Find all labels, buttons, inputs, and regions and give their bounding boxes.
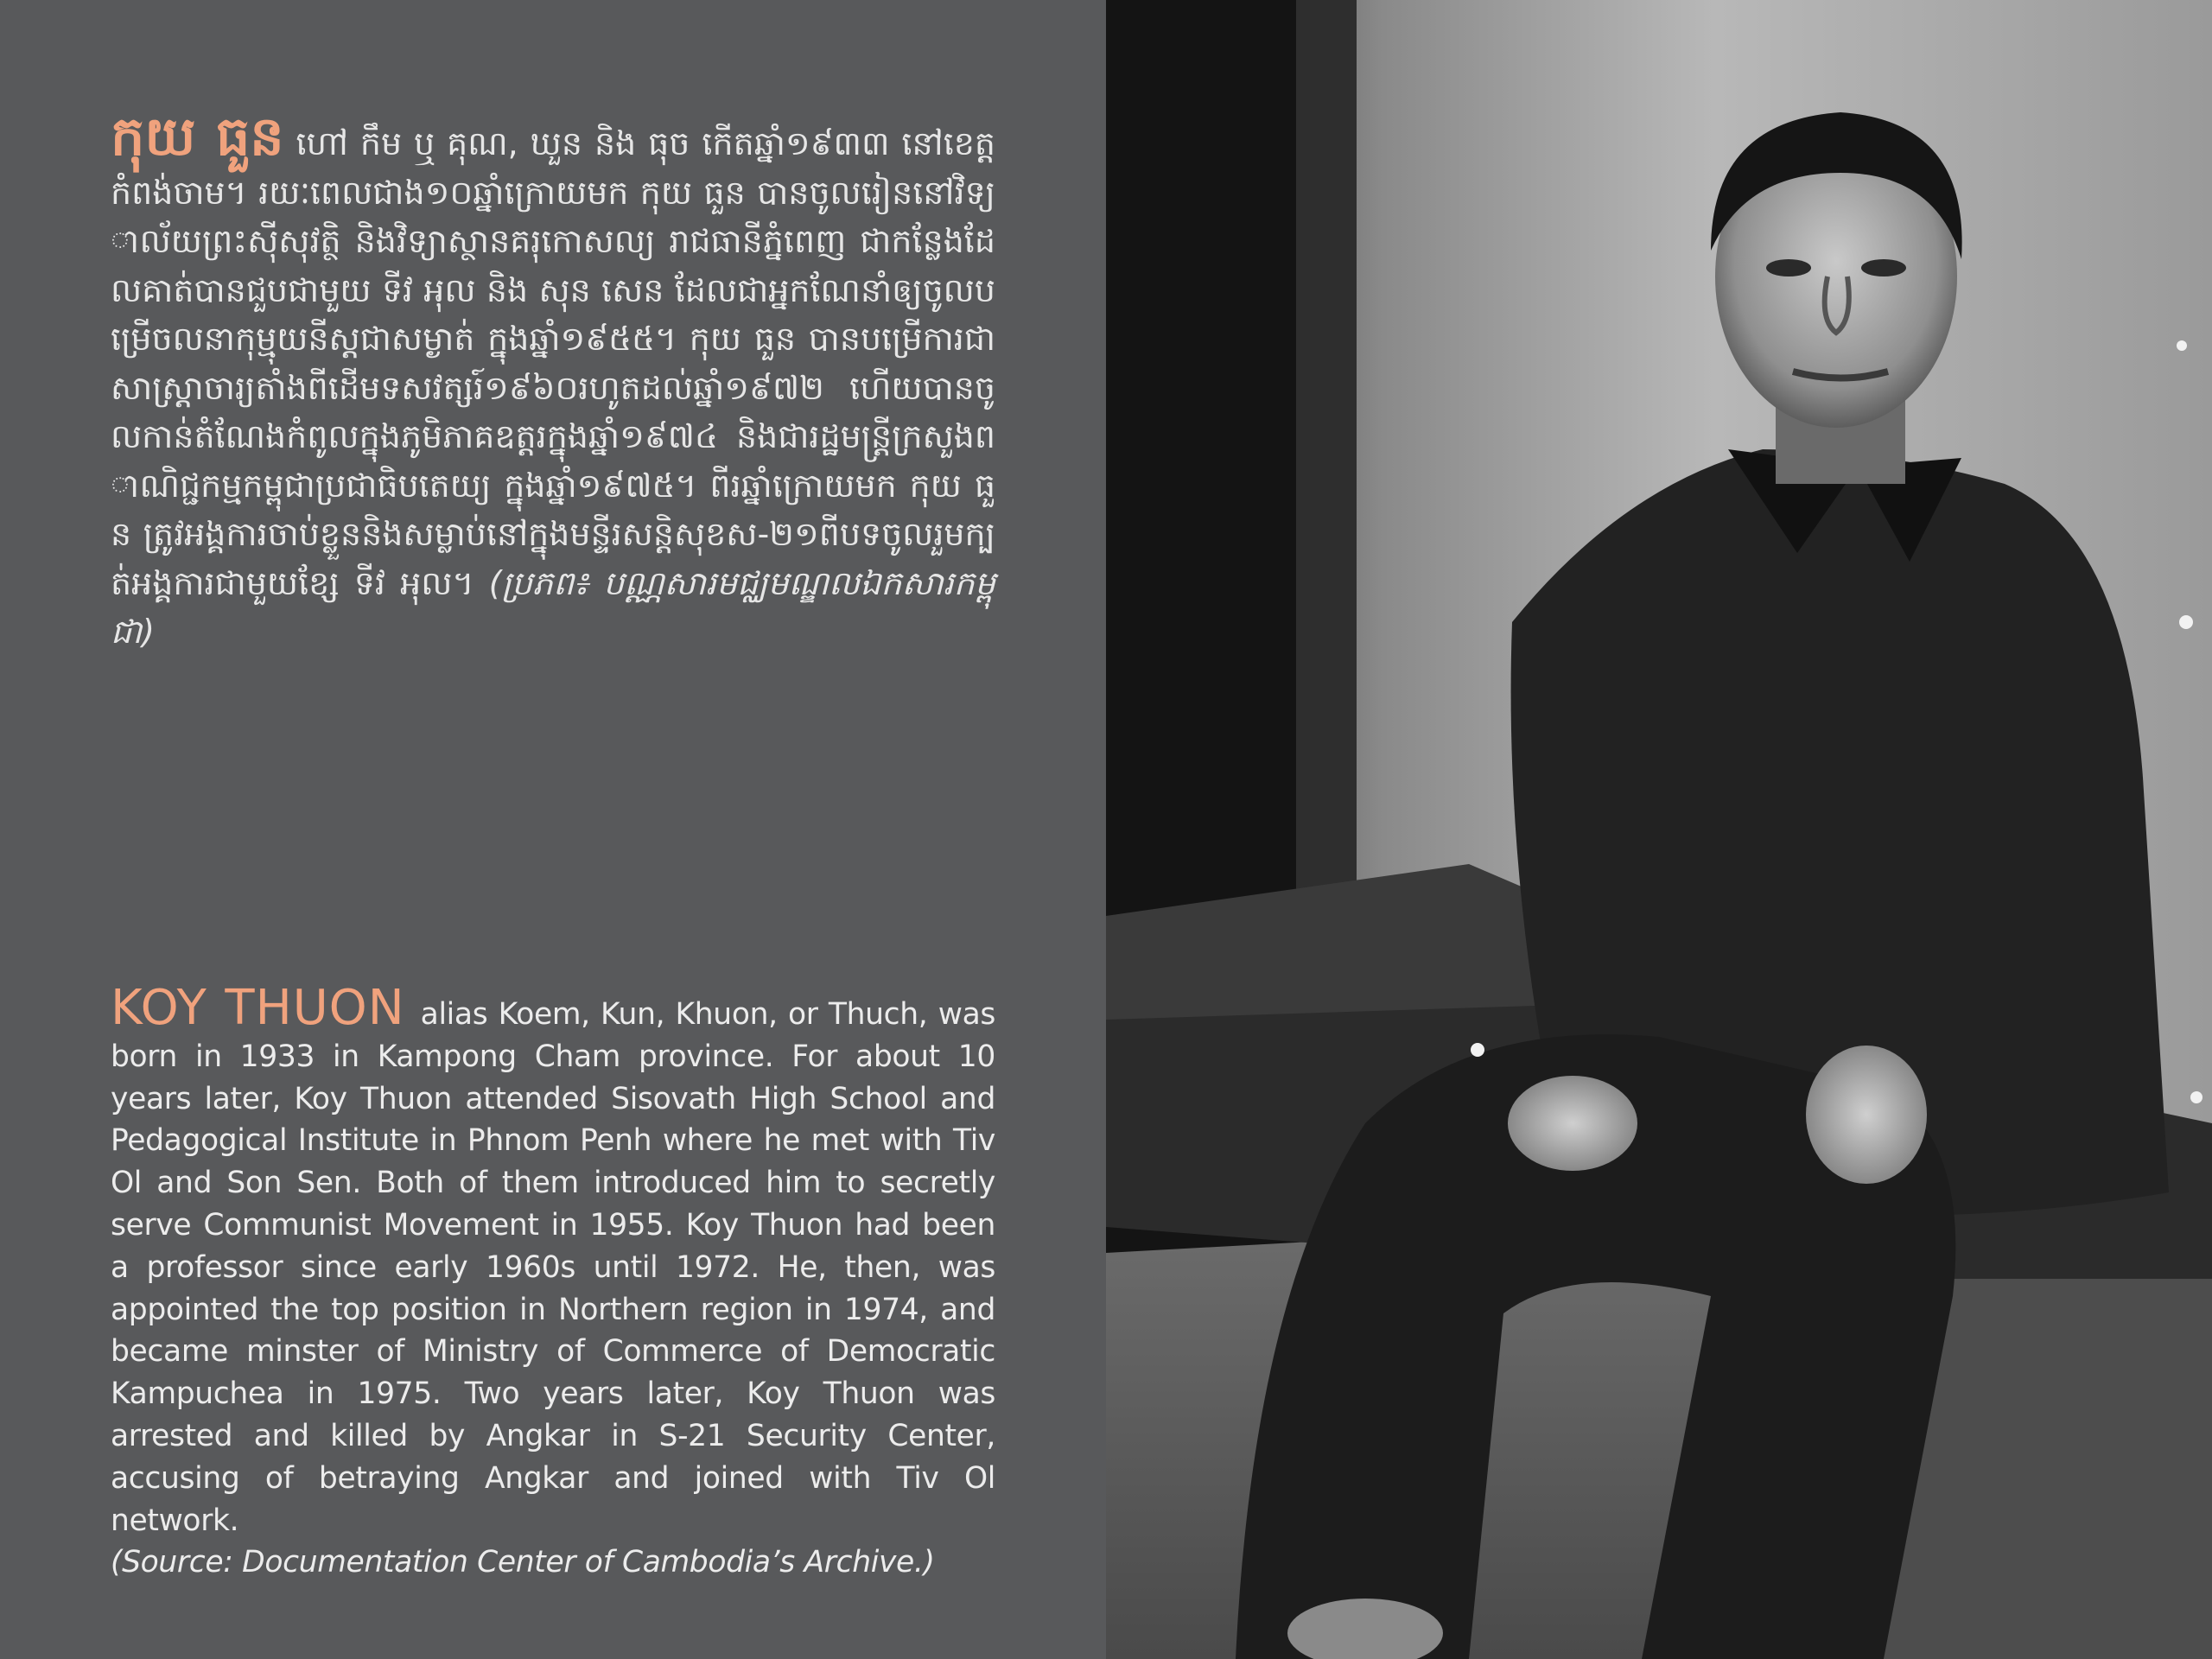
portrait-photo-image (1106, 0, 2212, 1659)
khmer-name-heading: កុយ ធួន (111, 105, 284, 168)
english-name-heading: KOY THUON (111, 980, 405, 1036)
english-biography-text: alias Koem, Kun, Khuon, or Thuch, was born in 1933 in Kampong Cham province. For about 10 years later, Koy Thuon attended Sisovath High School and Pedagogical Institute in Phnom Penh where he met with Tiv Ol and Son Sen. Both of them introduced him to secretly serve Communist Movement in 1955. Koy Thuon had been a professor since early 1960s until 1972. He, then, was appointed the top position in Northern region in 1974, and became minster of Ministry of Commerce of Democratic Kampuchea in 1975. Two years later, Koy Thuon was arrested and killed by Angkar in S-21 Security Center, accusing of betraying Angkar and joined with Tiv Ol network. (111, 997, 995, 1538)
english-biography (111, 980, 995, 1584)
khmer-source-citation: (ប្រភព៖ បណ្ណសារមជ្ឈមណ្ឌលឯកសារកម្ពុជា) (111, 563, 995, 651)
english-source-citation: (Source: Documentation Center of Cambodia’s Archive.) (111, 1545, 935, 1580)
khmer-biography-text: ហៅ កឹម ឬ គុណ, ឃួន និង ធុច កើតឆ្នាំ១៩៣៣ នៅខេត្តកំពង់ចាម។ រយៈពេលជាង១០ឆ្នាំក្រោយមក កុយ ធួន បានចូលរៀននៅវិទ្យាល័យព្រះស៊ីសុវត្ថិ និងវិទ្យាស្ថានគរុកោសល្យ រាជធានីភ្នំពេញ ជាកន្លែងដែលគាត់បានជួបជាមួយ ទីវ អុល និង សុន សេន ដែលជាអ្នកណែនាំឲ្យចូលបម្រើចលនាកុម្មុយនីស្តជាសម្ងាត់ ក្នុងឆ្នាំ១៩៥៥។ កុយ ធួន បានបម្រើការជាសាស្ត្រាចារ្យតាំងពីដើមទសវត្សរ៍១៩៦០រហូតដល់ឆ្នាំ១៩៧២ ហើយបានចូលកាន់តំណែងកំពូលក្នុងភូមិភាគឧត្តរក្នុងឆ្នាំ១៩៧៤ និងជារដ្ឋមន្ត្រីក្រសួងពាណិជ្ជកម្មកម្ពុជាប្រជាធិបតេយ្យ ក្នុងឆ្នាំ១៩៧៥។ ពីរឆ្នាំក្រោយមក កុយ ធួន ត្រូវអង្គការចាប់ខ្លួននិងសម្លាប់នៅក្នុងមន្ទីរសន្តិសុខស-២១ពីបទចូលរួមក្បត់អង្គការជាមួយខ្សែ ទីវ អុល។ (111, 124, 995, 602)
khmer-biography (111, 105, 995, 657)
portrait-photo (1106, 0, 2212, 1659)
